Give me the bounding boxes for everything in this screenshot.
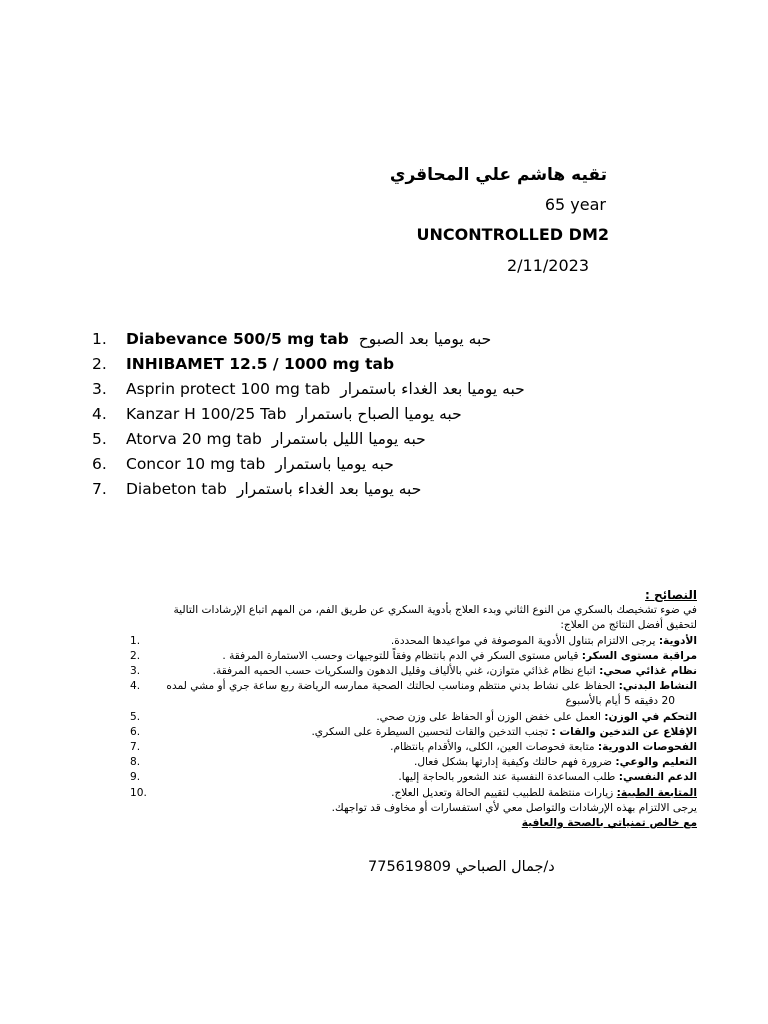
advice-item-text: اتباع نظام غذائي متوازن، غني بالألياف وقليل الدهون والسكريات حسب الحميه المرفقة.	[212, 665, 596, 678]
prescription-number: 7.	[92, 480, 107, 498]
prescription-item	[92, 377, 525, 402]
patient-age: 65 year	[544, 195, 606, 214]
advice-item-label: الأدوية:	[658, 634, 697, 647]
advice-item	[130, 725, 697, 740]
advice-item-text: ضرورة فهم حالتك وكيفية إدارتها بشكل فعال.	[413, 756, 613, 769]
advice-item-label: التحكم في الوزن:	[604, 710, 697, 723]
advice-item-text: قياس مستوى السكر في الدم بانتظام وفقاً للتوجيهات وحسب الاستمارة المرفقة .	[222, 649, 579, 662]
advice-item-label: الإقلاع عن التدخين والقات :	[551, 725, 697, 738]
prescription-number: 3.	[92, 380, 107, 398]
advice-item	[130, 710, 697, 725]
advice-item-label: التعليم والوعي:	[615, 756, 697, 769]
drug-directions: حبه يوميا الليل باستمرار	[271, 430, 426, 448]
drug-directions: حبه يوميا بعد الغداء باستمرار	[340, 380, 525, 398]
drug-name: Concor 10 mg tab	[126, 455, 266, 473]
drug-directions: حبه يوميا بعد الغداء باستمرار	[236, 480, 422, 498]
drug-name: Kanzar H 100/25 Tab	[126, 405, 287, 423]
advice-item-number: 3.	[130, 665, 141, 678]
drug-name: INHIBAMET 12.5 / 1000 mg tab	[126, 355, 395, 373]
patient-name: تقيه هاشم علي المحاقري	[389, 165, 607, 185]
doctor-name: د/جمال الصباحي	[455, 859, 555, 875]
advice-item-number: 5.	[130, 710, 141, 723]
prescription-item	[92, 327, 525, 352]
prescription-number: 6.	[92, 455, 107, 473]
advice-item-number: 8.	[130, 756, 141, 769]
advice-item-label: الفحوصات الدورية:	[597, 741, 697, 754]
advice-item-number: 4.	[130, 680, 141, 693]
prescription-item	[92, 352, 525, 377]
advice-item-number: 9.	[130, 771, 141, 784]
advice-item-number: 1.	[130, 634, 141, 647]
prescription-number: 1.	[92, 330, 107, 348]
advice-item	[130, 786, 697, 801]
advice-closing: يرجى الالتزام بهذه الإرشادات والتواصل معي لأي استفسارات أو مخاوف قد تواجهك.	[331, 801, 697, 814]
advice-item-text: طلب المساعدة النفسية عند الشعور بالحاجة إليها.	[398, 771, 616, 784]
advice-item-number: 2.	[130, 649, 141, 662]
advice-item-label: الدعم النفسي:	[618, 771, 697, 784]
drug-directions: حبه يوميا الصباح باستمرار	[296, 405, 462, 423]
advice-item-label: مراقبة مستوى السكر:	[581, 649, 697, 662]
prescription-item	[92, 402, 525, 427]
advice-item	[130, 634, 697, 649]
diagnosis: UNCONTROLLED DM2	[416, 225, 609, 244]
advice-title: النصائح :	[645, 588, 697, 602]
advice-wishes: مع خالص تمنياتي بالصحة والعافية	[521, 817, 697, 830]
advice-item	[130, 770, 697, 785]
advice-item-label: المتابعة الطبية:	[616, 786, 697, 799]
advice-item-number: 6.	[130, 725, 141, 738]
prescription-item	[92, 427, 525, 452]
advice-intro-continued: لتحقيق أفضل النتائج من العلاج:	[560, 619, 697, 632]
drug-directions: حبه يوميا باستمرار	[275, 455, 394, 473]
advice-item	[130, 649, 697, 664]
prescription-number: 4.	[92, 405, 107, 423]
drug-name: Asprin protect 100 mg tab	[126, 380, 331, 398]
doctor-signature	[368, 859, 555, 875]
advice-item-label: نظام غذائي صحي:	[599, 665, 697, 678]
advice-item-continuation: 20 دقيقه 5 أيام بالأسبوع	[565, 695, 675, 708]
prescription-number: 2.	[92, 355, 107, 373]
advice-item	[130, 679, 697, 694]
advice-item-text: زيارات منتظمة للطبيب لتقييم الحالة وتعديل العلاج.	[391, 786, 614, 799]
advice-section	[130, 588, 697, 831]
advice-item-text: تجنب التدخين والقات لتحسين السيطرة على السكري.	[311, 725, 549, 738]
advice-item	[130, 755, 697, 770]
advice-item	[130, 740, 697, 755]
advice-item-text: العمل على خفض الوزن أو الحفاظ على وزن صحي.	[376, 710, 601, 723]
doctor-phone: 775619809	[368, 859, 452, 875]
prescription-item	[92, 477, 525, 502]
prescription-number: 5.	[92, 430, 107, 448]
drug-name: Diabevance 500/5 mg tab	[126, 330, 349, 348]
advice-item-label: النشاط البدني:	[618, 680, 697, 693]
visit-date: 2/11/2023	[506, 256, 589, 275]
advice-item-text: يرجى الالتزام بتناول الأدوية الموصوفة في مواعيدها المحددة.	[390, 634, 656, 647]
advice-item-text: الحفاظ على نشاط بدني منتظم ومناسب لحالتك الصحية ممارسه الرياضة ربع ساعة جري أو مشي لمده	[166, 680, 616, 693]
drug-name: Diabeton tab	[126, 480, 227, 498]
prescription-item	[92, 452, 525, 477]
advice-item-text: متابعة فحوصات العين، الكلى، والأقدام بانتظام.	[390, 741, 595, 754]
drug-name: Atorva 20 mg tab	[126, 430, 262, 448]
prescription-list	[92, 327, 525, 502]
advice-item	[130, 664, 697, 679]
advice-item-number: 10.	[130, 786, 147, 799]
advice-item-number: 7.	[130, 741, 141, 754]
drug-directions: حبه يوميا بعد الصبوح	[358, 330, 492, 348]
advice-intro: في ضوء تشخيصك بالسكري من النوع الثاني وبدء العلاج بأدوية السكري عن طريق الفم، من المهم اتباع الإرشادات التالية	[173, 604, 697, 617]
